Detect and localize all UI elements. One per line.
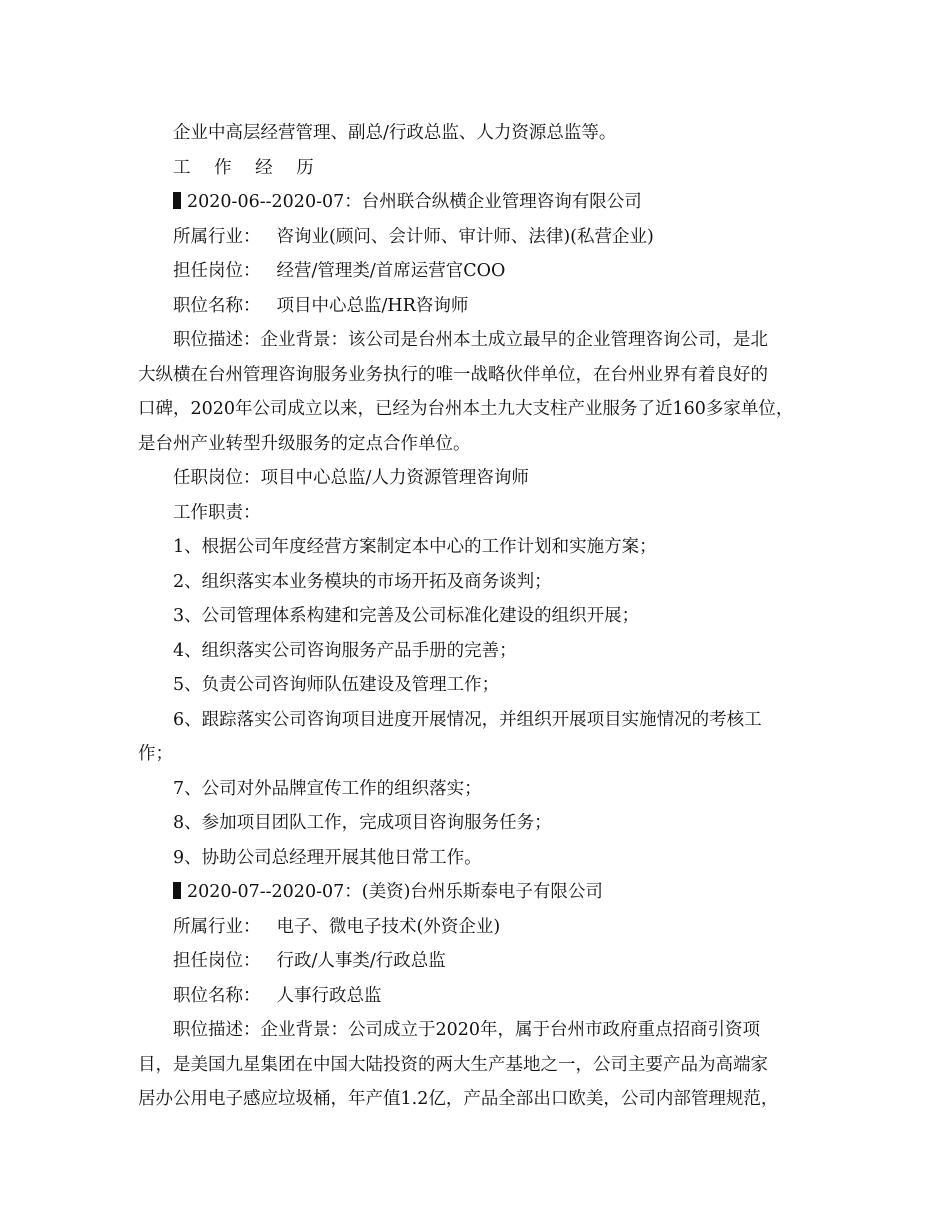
job2-desc-line: 居办公用电子感应垃圾桶，年产值1.2亿，产品全部出口欧美，公司内部管理规范， <box>138 1089 779 1109</box>
job1-header <box>138 185 828 220</box>
bullet-block-icon <box>173 882 181 899</box>
job2-title-value: 人事行政总监 <box>276 985 382 1006</box>
job1-duty-item: 6、跟踪落实公司咨询项目进度开展情况，并组织开展项目实施情况的考核工 <box>173 709 762 730</box>
job1-duty-item: 7、公司对外品牌宣传工作的组织落实； <box>173 778 482 799</box>
job1-duty-item: 5、负责公司咨询师队伍建设及管理工作； <box>173 675 500 695</box>
job2-desc-line: 职位描述：企业背景：公司成立于2020年，属于台州市政府重点招商引资项 <box>173 1020 761 1040</box>
job1-title-value: 项目中心总监/HR咨询师 <box>276 295 469 316</box>
job2-title-label: 职位名称： <box>173 985 261 1006</box>
job2-post-label: 担任岗位： <box>173 951 261 971</box>
job1-duty-item: 2、组织落实本业务模块的市场开拓及商务谈判； <box>173 571 552 592</box>
job1-duty-item: 1、根据公司年度经营方案制定本中心的工作计划和实施方案； <box>173 537 657 557</box>
job1-desc-line: 口碑，2020年公司成立以来，已经为台州本土九大支柱产业服务了近160多家单位， <box>138 399 794 419</box>
job2-header <box>138 875 828 910</box>
resume-body <box>138 116 828 1117</box>
job2-industry-label: 所属行业： <box>173 916 261 937</box>
job1-desc-line: 大纵横在台州管理咨询服务业务执行的唯一战略伙伴单位，在台州业界有着良好的 <box>138 364 768 385</box>
job1-industry-value: 咨询业(顾问、会计师、审计师、法律)(私营企业) <box>276 226 654 247</box>
job1-desc-line: 是台州产业转型升级服务的定点合作单位。 <box>138 433 471 454</box>
job1-post-row <box>138 254 828 289</box>
job1-duty-item: 4、组织落实公司咨询服务产品手册的完善； <box>173 640 517 661</box>
job1-duty-item: 9、协助公司总经理开展其他日常工作。 <box>173 847 482 868</box>
job2-industry-value: 电子、微电子技术(外资企业) <box>276 916 501 937</box>
job1-industry-label: 所属行业： <box>173 226 261 247</box>
section-title-work-experience: 工 作 经 历 <box>173 157 323 178</box>
job1-title-label: 职位名称： <box>173 295 261 316</box>
bullet-block-icon <box>173 192 181 209</box>
job1-duties-title: 工作职责： <box>173 502 261 523</box>
job1-duty-item: 3、公司管理体系构建和完善及公司标准化建设的组织开展； <box>173 606 640 626</box>
job1-desc-line: 职位描述：企业背景：该公司是台州本土成立最早的企业管理咨询公司，是北 <box>173 330 768 350</box>
job2-post-row <box>138 944 828 979</box>
job1-role: 任职岗位：项目中心总监/人力资源管理咨询师 <box>173 468 529 488</box>
job1-post-value: 经营/管理类/首席运营官COO <box>276 261 506 281</box>
job1-industry-row <box>138 220 828 255</box>
job1-duty-item: 8、参加项目团队工作，完成项目咨询服务任务； <box>173 813 552 833</box>
job2-post-value: 行政/人事类/行政总监 <box>276 951 446 971</box>
job1-duty-item-continued: 作； <box>138 744 173 764</box>
job1-header-text: 2020-06--2020-07：台州联合纵横企业管理咨询有限公司 <box>187 192 642 212</box>
job2-title-row <box>138 979 828 1014</box>
job1-title-row <box>138 289 828 324</box>
job2-industry-row <box>138 910 828 945</box>
intro-line: 企业中高层经营管理、副总/行政总监、人力资源总监等。 <box>173 123 617 143</box>
job1-post-label: 担任岗位： <box>173 261 261 281</box>
job2-desc-line: 目，是美国九星集团在中国大陆投资的两大生产基地之一，公司主要产品为高端家 <box>138 1054 768 1075</box>
job2-header-text: 2020-07--2020-07：(美资)台州乐斯泰电子有限公司 <box>187 882 603 902</box>
